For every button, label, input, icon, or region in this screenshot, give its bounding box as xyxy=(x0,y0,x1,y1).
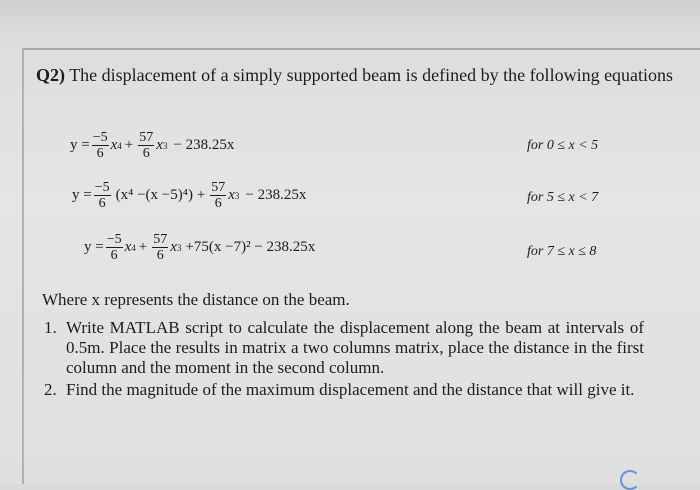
item-text: Write MATLAB script to calculate the displacement along the beam at intervals of 0.5m. Place the results in matrix a two columns matrix, place the distance in the first column and the moment in the second column. xyxy=(66,318,644,377)
eq1-frac2: $\frac{57}{6}$ xyxy=(139,130,154,161)
question-number: Q2) xyxy=(36,65,65,85)
equation-2: y = $\frac{-5}{6}$ (x⁴ −(x −5)⁴) + $\frac{57}{6}$ x 3 − 238.25x xyxy=(72,180,307,211)
equation-3: y = $\frac{-5}{6}$ x 4 + $\frac{57}{6}$ x 3 +75(x −7)² − 238.25x xyxy=(84,232,316,263)
eq1-condition: for 0 ≤ x < 5 xyxy=(527,138,599,153)
frame-left-border xyxy=(22,48,24,484)
eq2-frac1: $\frac{-5}{6}$ xyxy=(94,180,110,211)
eq2-frac2: $\frac{57}{6}$ xyxy=(211,180,226,211)
eq1-lhs: y = xyxy=(70,137,90,153)
partial-circle-icon xyxy=(620,470,640,490)
eq2-lhs: y = xyxy=(72,187,92,203)
list-item xyxy=(44,318,644,378)
eq1-frac1: $\frac{-5}{6}$ xyxy=(92,130,108,161)
where-statement: Where x represents the distance on the beam. xyxy=(42,290,350,309)
question-text: The displacement of a simply supported beam is defined by the following equations xyxy=(69,65,674,85)
question-heading xyxy=(36,64,676,86)
equation-1: y = $\frac{-5}{6}$ x 4 + $\frac{57}{6}$ x 3 − 238.25x xyxy=(70,130,235,161)
eq2-tail: − 238.25x xyxy=(245,187,307,203)
eq3-lhs: y = xyxy=(84,239,104,255)
frame-top-border xyxy=(22,48,700,50)
item-text: Find the magnitude of the maximum displacement and the distance that will give it. xyxy=(66,380,635,399)
eq2-condition: for 5 ≤ x < 7 xyxy=(527,190,599,205)
item-number: 1. xyxy=(44,318,57,337)
eq3-frac1: $\frac{-5}{6}$ xyxy=(106,232,122,263)
eq1-tail: − 238.25x xyxy=(173,137,235,153)
eq2-middle: (x⁴ −(x −5)⁴) + xyxy=(115,187,206,203)
eq3-frac2: $\frac{57}{6}$ xyxy=(153,232,168,263)
eq3-condition: for 7 ≤ x ≤ 8 xyxy=(527,244,597,259)
task-list xyxy=(44,318,644,402)
item-number: 2. xyxy=(44,380,57,399)
list-item xyxy=(44,380,644,400)
eq3-tail: +75(x −7)² − 238.25x xyxy=(185,239,316,255)
